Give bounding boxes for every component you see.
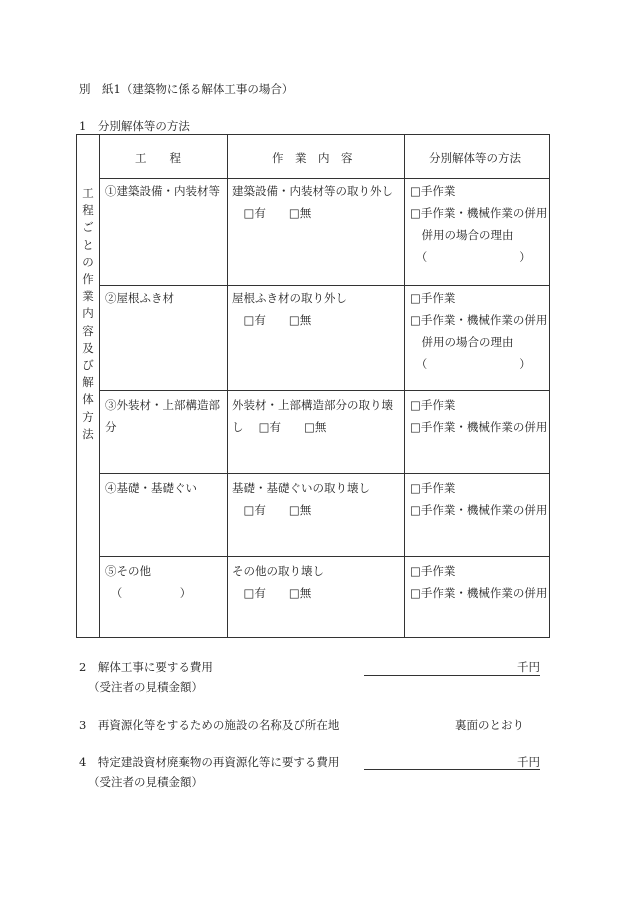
row1-work: 建築設備・内装材等の取り外し □有 □無 [232, 184, 393, 220]
section-2-unit: 千円 [517, 660, 540, 674]
row2-method: □手作業 □手作業・機械作業の併用 併用の場合の理由 （ ） [410, 291, 548, 371]
side-label: 工 程 ご と の 作 業 内 容 及 び 解 体 方 法 [82, 186, 94, 441]
section-2-label: 2 解体工事に要する費用 [79, 660, 213, 674]
section-4-unit: 千円 [517, 755, 540, 769]
row4-method: □手作業 □手作業・機械作業の併用 [410, 481, 548, 517]
row5-work: その他の取り壊し □有 □無 [232, 564, 324, 600]
row4-process: ④基礎・基礎ぐい [105, 481, 197, 495]
section-2-sub: （受注者の見積金額） [88, 680, 203, 694]
section-4-sub: （受注者の見積金額） [88, 775, 203, 789]
row2-process: ②屋根ふき材 [105, 291, 174, 305]
demolition-method-table [76, 134, 550, 638]
col-header-method: 分別解体等の方法 [429, 151, 521, 165]
row3-process: ③外装材・上部構造部 分 [105, 398, 220, 434]
row5-method: □手作業 □手作業・機械作業の併用 [410, 564, 548, 600]
section-1-heading: 1 分別解体等の方法 [79, 119, 190, 133]
page-title: 別 紙1（建築物に係る解体工事の場合） [79, 82, 294, 96]
row4-work: 基礎・基礎ぐいの取り壊し □有 □無 [232, 481, 370, 517]
row3-work: 外装材・上部構造部分の取り壊 し □有 □無 [232, 398, 393, 434]
row1-method: □手作業 □手作業・機械作業の併用 併用の場合の理由 （ ） [410, 184, 548, 264]
section-3-label: 3 再資源化等をするための施設の名称及び所在地 [79, 718, 340, 732]
section-3-value: 裏面のとおり [455, 718, 524, 732]
section-2-amount-field[interactable] [364, 659, 540, 676]
col-header-process: 工 程 [135, 151, 181, 165]
row2-work: 屋根ふき材の取り外し □有 □無 [232, 291, 347, 327]
row3-method: □手作業 □手作業・機械作業の併用 [410, 398, 548, 434]
row5-process: ⑤その他 （ ） [105, 564, 192, 600]
section-4-amount-field[interactable] [364, 753, 540, 770]
section-4-label: 4 特定建設資材廃棄物の再資源化等に要する費用 [79, 755, 340, 769]
row1-process: ①建築設備・内装材等 [105, 184, 220, 198]
col-header-work: 作 業 内 容 [272, 151, 353, 165]
